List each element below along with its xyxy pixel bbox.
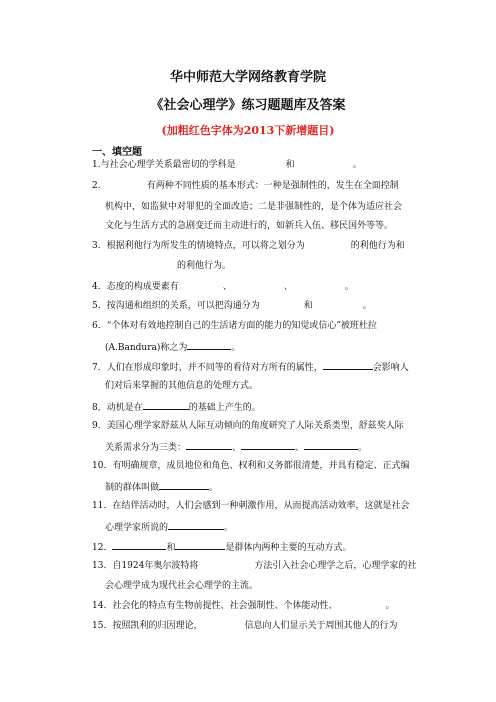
question-2: 2． 有两种不同性质的基本形式：一种是强制性的，发生在全面控制 bbox=[92, 181, 399, 191]
question-2-line-3: 文化与生活方式的急剧变迁而主动进行的，如新兵入伍、移民国外等等。 bbox=[105, 221, 394, 231]
question-10: 10．有明确规章，成员地位和角色、权利和义务都很清楚，并具有稳定、正式编 bbox=[92, 461, 410, 471]
question-8: 8．动机是在 的基础上产生的。 bbox=[92, 400, 261, 414]
new-questions-note: (加粗红色字体为2013下新增题目) bbox=[161, 124, 335, 137]
question-15: 15．按照凯利的归因理论， 信息向人们显示关于周围其他人的行为 bbox=[92, 621, 398, 631]
question-11: 11．在结伴活动时，人们会感到一种刺激作用，从而提高活动效率，这就是社会 bbox=[92, 501, 410, 511]
question-4: 4．态度的构成要素有 、 、 。 bbox=[92, 282, 354, 292]
section-heading: 一、填空题 bbox=[92, 147, 142, 158]
question-11-line-2: 心理学家所说的 。 bbox=[105, 520, 233, 534]
question-3-line-2: 的利他行为。 bbox=[177, 261, 232, 271]
question-7-line-2: 们对后来掌握的其他信息的处理方式。 bbox=[105, 381, 259, 391]
question-9-line-2: 关系需求分为三类： 、 、 。 bbox=[105, 440, 367, 454]
question-14: 14．社会化的特点有生物前提性、社会强制性、个体能动性、 。 bbox=[92, 601, 395, 611]
question-3: 3．根据利他行为所发生的情境特点，可以将之划分为 的利他行为和 bbox=[92, 241, 405, 251]
question-13: 13．自1924年奥尔波特将 方法引入社会心理学之后，心理学家的社 bbox=[92, 561, 417, 571]
question-2-line-2: 机构中，如监狱中对罪犯的全面改造；二是非强制性的，是个体为适应社会 bbox=[105, 202, 403, 212]
question-7: 7．人们在形成印象时，并不同等的看待对方所有的属性， 会影响人 bbox=[92, 360, 409, 374]
question-13-line-2: 会心理学成为现代社会心理学的主流。 bbox=[105, 581, 259, 591]
question-6: 6．“个体对有效地控制自己的生活诸方面的能力的知觉或信心”被班杜拉 bbox=[92, 321, 377, 331]
document-title: 《社会心理学》练习题题库及答案 bbox=[150, 98, 346, 113]
question-6-line-2: (A.Bandura)称之为 。 bbox=[105, 340, 240, 354]
question-12: 12． 和 是群体内两种主要的互动方式。 bbox=[92, 540, 351, 554]
question-1: 1.与社会心理学关系最密切的学科是 和 。 bbox=[92, 160, 362, 170]
question-9: 9．美国心理学家舒兹从人际互动倾向的角度研究了人际关系类型，舒兹奖人际 bbox=[92, 421, 404, 431]
question-10-line-2: 制的群体叫做 。 bbox=[105, 480, 218, 494]
question-5: 5．按沟通和组织的关系，可以把沟通分为 和 。 bbox=[92, 301, 372, 311]
school-name: 华中师范大学网络教育学院 bbox=[169, 70, 326, 85]
